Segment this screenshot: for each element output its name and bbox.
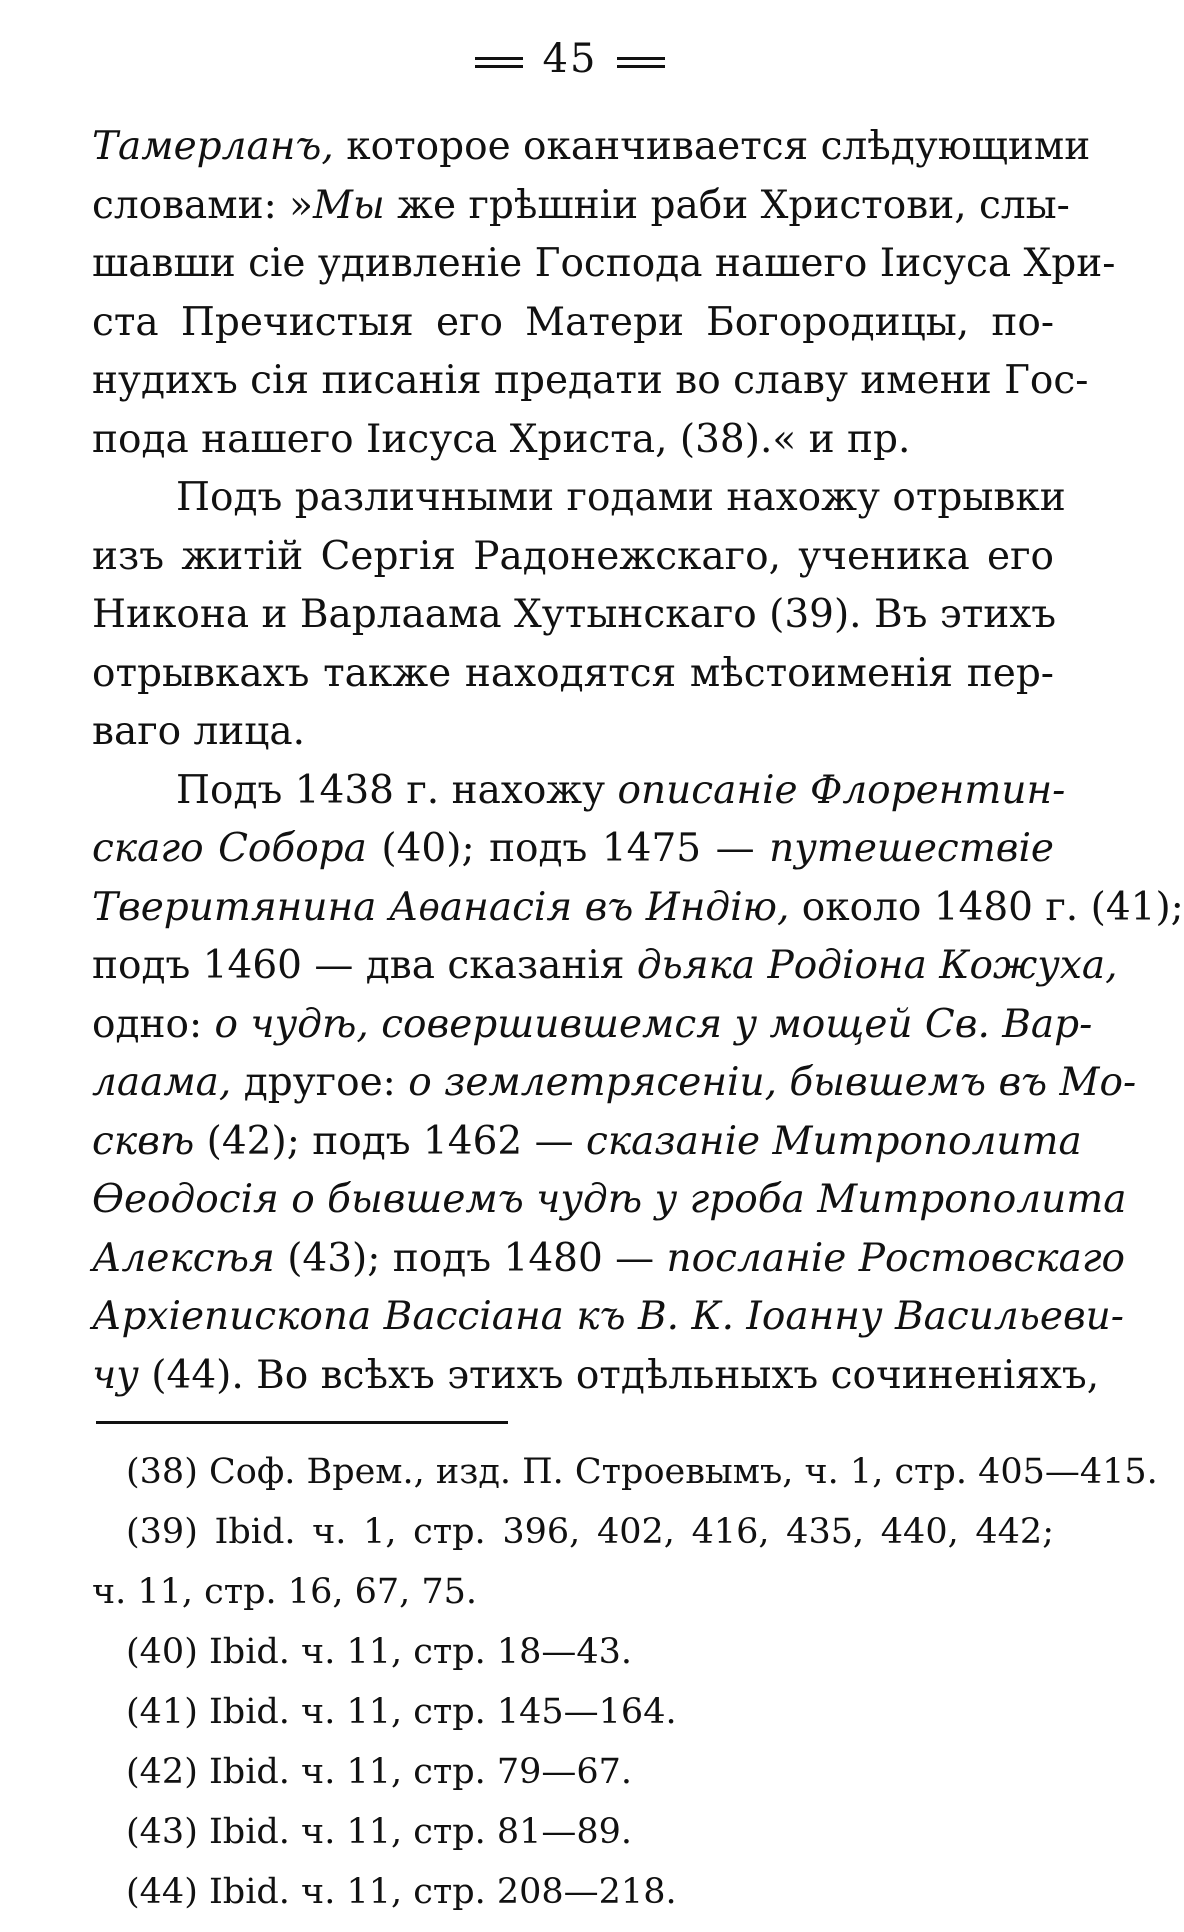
footnote-text: (41) Ibid. ч. 11, стр. 145—164. [126,1692,677,1732]
text-line [92,937,1118,996]
text-run: сказаніе Митрополита [585,1118,1082,1164]
text-line [92,703,1054,762]
text-run: Ѳеодосія о бывшемъ чудѣ у гроба Митрополита [92,1177,1127,1222]
text-run: словами: » [92,182,314,228]
footnotes [92,1442,1158,1922]
text-run: (43); подъ 1480 — [274,1235,667,1281]
text-run: (44). Во всѣхъ этихъ отдѣльныхъ сочиненіяхъ, [138,1352,1100,1398]
text-line [92,586,1057,645]
text-run: изъ житій Сергія Радонежскаго, ученика его [92,533,1054,579]
page-number: 45 [542,36,598,82]
text-run: (42); подъ 1462 — [194,1118,586,1164]
text-run: ваго лица. [92,709,306,754]
text-run: описаніе Флорентин- [617,767,1066,813]
text-line [92,1288,1124,1347]
footnote-item [92,1742,1054,1802]
text-line [92,1230,1126,1289]
text-run: (40); подъ 1475 — [366,826,770,871]
text-run: лаама, [92,1060,232,1105]
main-text [92,118,1184,1405]
text-line [92,352,1089,411]
text-run: Тверитянина Аѳанасія въ Индію, [92,884,790,930]
footnote-item [92,1442,1158,1502]
text-run: которое оканчивается слѣдующими [333,124,1091,169]
footnote-item [92,1802,1054,1862]
text-run: скаго Собора [92,826,367,871]
left-ornament-rule [475,55,523,69]
text-run: Подъ 1438 г. нахожу [176,767,618,813]
text-run: шавши сіе удивленіе Господа нашего Іисуса Хри- [92,241,1116,286]
text-line [92,879,1184,938]
right-ornament-rule [617,55,665,69]
text-line [92,118,1091,177]
text-run: о землетрясеніи, бывшемъ въ Мо- [408,1060,1137,1105]
text-run: Никона и Варлаама Хутынскаго (39). Въ этихъ [92,592,1057,637]
text-run: около 1480 г. (41); [789,884,1184,930]
text-run: сквѣ [92,1118,195,1164]
text-run: Мы [313,182,385,228]
footnote-item [92,1862,1054,1922]
text-line [92,1171,1127,1230]
text-line [92,411,1054,470]
footnote-item [92,1502,1054,1562]
text-line [92,235,1116,294]
footnote-text: (44) Ibid. ч. 11, стр. 208—218. [126,1872,677,1912]
text-run: ста Пречистыя его Матери Богородицы, по- [92,299,1054,345]
footnote-divider [96,1421,508,1424]
footnote-item [92,1562,1054,1622]
text-line [92,820,1054,879]
text-run: Подъ различными годами нахожу отрывки [176,475,1066,520]
text-run: Архіепископа Вассіана къ В. К. Іоанну Васильеви- [92,1294,1124,1339]
footnote-text: (39) Ibid. ч. 1, стр. 396, 402, 416, 435, 440, 442; [126,1512,1054,1552]
text-run: другое: [231,1060,409,1105]
footnote-text: (38) Соф. Врем., изд. П. Строевымъ, ч. 1, стр. 405—415. [126,1452,1158,1492]
text-run: отрывкахъ также находятся мѣстоименія пер- [92,650,1054,696]
text-line [92,528,1054,587]
text-line [92,645,1054,704]
text-run: Тамерланъ, [92,124,334,169]
text-line [92,1113,1082,1172]
text-run: дьяка Родіона Кожуха, [636,943,1118,988]
text-run: подъ 1460 — два сказанія [92,943,637,988]
text-line [92,469,1066,528]
footnote-text: (42) Ibid. ч. 11, стр. 79—67. [126,1752,633,1792]
text-line [92,294,1054,353]
text-run: Алексѣя [92,1235,275,1281]
text-line [92,177,1070,236]
text-run: посланіе Ростовскаго [666,1235,1126,1281]
footnote-text: (43) Ibid. ч. 11, стр. 81—89. [126,1812,633,1852]
text-line [92,1347,1100,1406]
text-run: же грѣшніи раби Христови, слы- [384,182,1070,228]
footnote-text: (40) Ibid. ч. 11, стр. 18—43. [126,1632,633,1672]
page-header [0,36,1140,82]
text-line [92,996,1093,1055]
footnote-text: ч. 11, стр. 16, 67, 75. [92,1572,478,1612]
text-run: путешествіе [769,826,1054,871]
text-run: нудихъ сія писанія предати во славу имени Гос- [92,358,1089,403]
text-run: одно: [92,1001,215,1047]
footnote-item [92,1622,1054,1682]
text-run: пода нашего Іисуса Христа, (38).« и пр. [92,416,911,462]
text-line [92,762,1066,821]
text-run: о чудѣ, совершившемся у мощей Св. Вар- [214,1001,1093,1047]
footnote-item [92,1682,1054,1742]
text-line [92,1054,1137,1113]
text-run: чу [92,1352,139,1398]
